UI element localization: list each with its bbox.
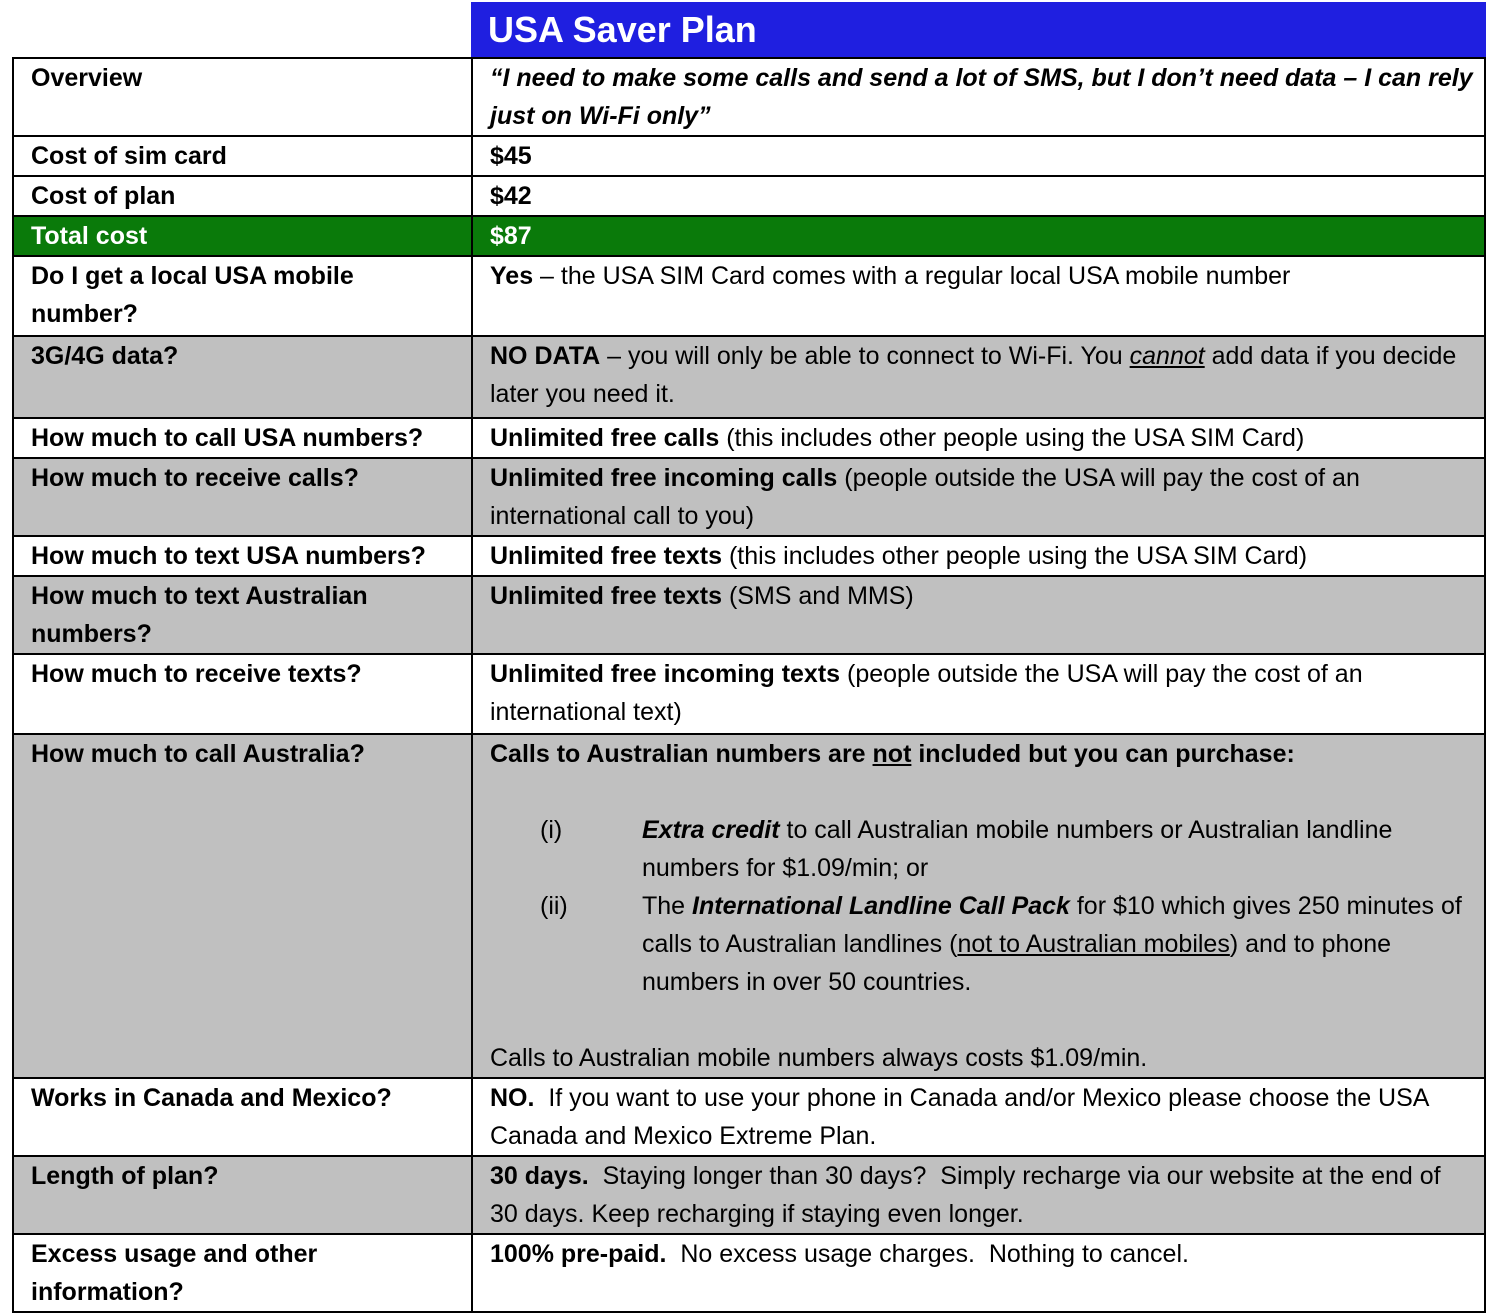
call-aus-item-1: [490, 811, 1474, 887]
value-receive-calls: [472, 458, 1485, 536]
label-length: Length of plan?: [13, 1156, 472, 1234]
value-total-cost: $87: [472, 216, 1485, 256]
row-sim-cost: [13, 136, 1485, 176]
data-bold: NO DATA: [490, 342, 601, 370]
value-overview: [472, 58, 1485, 136]
data-cannot: cannot: [1129, 342, 1205, 370]
row-plan-cost: [13, 176, 1485, 216]
receive-calls-bold: Unlimited free incoming calls: [490, 464, 838, 492]
value-call-aus: [472, 734, 1485, 1078]
row-text-usa: [13, 536, 1485, 576]
label-plan-cost: Cost of plan: [13, 176, 472, 216]
row-local-number: [13, 256, 1485, 336]
receive-texts-bold: Unlimited free incoming texts: [490, 660, 841, 688]
call-aus-intro-not: not: [872, 740, 912, 768]
item-2-number: (ii): [540, 892, 568, 920]
receive-calls-rest: (people outside the USA will pay the cost of an international call to you): [490, 464, 1360, 530]
label-overview: Overview: [13, 58, 472, 136]
label-receive-calls: How much to receive calls?: [13, 458, 472, 536]
excess-bold: 100% pre-paid.: [490, 1240, 667, 1268]
label-call-usa: How much to call USA numbers?: [13, 418, 472, 458]
call-usa-bold: Unlimited free calls: [490, 424, 720, 452]
value-local-number: [472, 256, 1485, 336]
item-2-mid: for $10 which gives 250 minutes of calls to Australian landlines (: [642, 892, 1462, 958]
value-canada-mexico: [472, 1078, 1485, 1156]
label-local-number: Do I get a local USA mobile number?: [13, 256, 472, 336]
call-aus-intro-2: included but you can purchase:: [911, 740, 1295, 768]
value-text-aus: [472, 576, 1485, 654]
item-1-rest: to call Australian mobile numbers or Australian landline numbers for $1.09/min; or: [642, 816, 1393, 882]
value-plan-cost: $42: [472, 176, 1485, 216]
row-call-aus: [13, 734, 1485, 1078]
label-receive-texts: How much to receive texts?: [13, 654, 472, 734]
label-text-usa: How much to text USA numbers?: [13, 536, 472, 576]
item-2-end: ) and to phone numbers in over 50 countries.: [642, 930, 1392, 996]
label-data: 3G/4G data?: [13, 336, 472, 418]
call-aus-intro: [490, 735, 1474, 773]
label-call-aus: How much to call Australia?: [13, 734, 472, 1078]
label-canada-mexico: Works in Canada and Mexico?: [13, 1078, 472, 1156]
item-1-number: (i): [540, 816, 563, 844]
value-sim-cost: $45: [472, 136, 1485, 176]
title-spacer: [12, 2, 471, 57]
item-2-pre: The: [642, 892, 693, 920]
local-number-rest: – the USA SIM Card comes with a regular local USA mobile number: [533, 262, 1291, 290]
call-aus-footer: Calls to Australian mobile numbers always costs $1.09/min.: [490, 1044, 1148, 1072]
local-number-bold: Yes: [490, 262, 534, 290]
call-aus-intro-1: Calls to Australian numbers are: [490, 740, 873, 768]
data-rest2: add data if you decide later you need it.: [490, 342, 1457, 408]
text-usa-bold: Unlimited free texts: [490, 542, 723, 570]
item-2-call-pack: International Landline Call Pack: [692, 892, 1070, 920]
row-overview: [13, 58, 1485, 136]
value-text-usa: [472, 536, 1485, 576]
canada-mexico-bold: NO.: [490, 1084, 535, 1112]
overview-quote: “I need to make some calls and send a lot of SMS, but I don’t need data – I can rely just on Wi-Fi only”: [490, 64, 1473, 130]
call-usa-rest: (this includes other people using the USA SIM Card): [719, 424, 1305, 452]
length-bold: 30 days.: [490, 1162, 589, 1190]
row-data: [13, 336, 1485, 418]
row-call-usa: [13, 418, 1485, 458]
receive-texts-rest: (people outside the USA will pay the cost of an international text): [490, 660, 1363, 726]
value-receive-texts: [472, 654, 1485, 734]
label-excess: Excess usage and other information?: [13, 1234, 472, 1312]
row-receive-texts: [13, 654, 1485, 734]
row-canada-mexico: [13, 1078, 1485, 1156]
plan-table-wrapper: [12, 2, 1486, 1313]
value-excess: [472, 1234, 1485, 1312]
excess-rest: No excess usage charges. Nothing to cancel.: [666, 1240, 1189, 1268]
row-receive-calls: [13, 458, 1485, 536]
row-length: [13, 1156, 1485, 1234]
plan-table: [12, 57, 1486, 1313]
row-excess: [13, 1234, 1485, 1312]
label-sim-cost: Cost of sim card: [13, 136, 472, 176]
call-aus-item-2: [490, 887, 1474, 1001]
text-aus-bold: Unlimited free texts: [490, 582, 723, 610]
data-rest1: – you will only be able to connect to Wi-Fi. You: [600, 342, 1130, 370]
call-aus-spacer-top: [490, 773, 1474, 811]
item-1-extra-credit: Extra credit: [642, 816, 780, 844]
value-call-usa: [472, 418, 1485, 458]
item-1-text: [642, 811, 1474, 887]
length-rest: Staying longer than 30 days? Simply recharge via our website at the end of 30 days. Keep recharging if staying even longer.: [490, 1162, 1448, 1228]
row-text-aus: [13, 576, 1485, 654]
plan-title: USA Saver Plan: [471, 2, 1486, 57]
value-length: [472, 1156, 1485, 1234]
value-data: [472, 336, 1485, 418]
canada-mexico-rest: If you want to use your phone in Canada and/or Mexico please choose the USA Canada and Mexico Extreme Plan.: [490, 1084, 1436, 1150]
label-text-aus: How much to text Australian numbers?: [13, 576, 472, 654]
row-total-cost: [13, 216, 1485, 256]
label-total-cost: Total cost: [13, 216, 472, 256]
item-2-not-mobiles: not to Australian mobiles: [957, 930, 1230, 958]
title-row: [12, 2, 1486, 57]
call-aus-spacer-bottom: [490, 1001, 1474, 1039]
text-aus-rest: (SMS and MMS): [722, 582, 914, 610]
text-usa-rest: (this includes other people using the USA SIM Card): [722, 542, 1308, 570]
item-2-text: [642, 887, 1474, 1001]
